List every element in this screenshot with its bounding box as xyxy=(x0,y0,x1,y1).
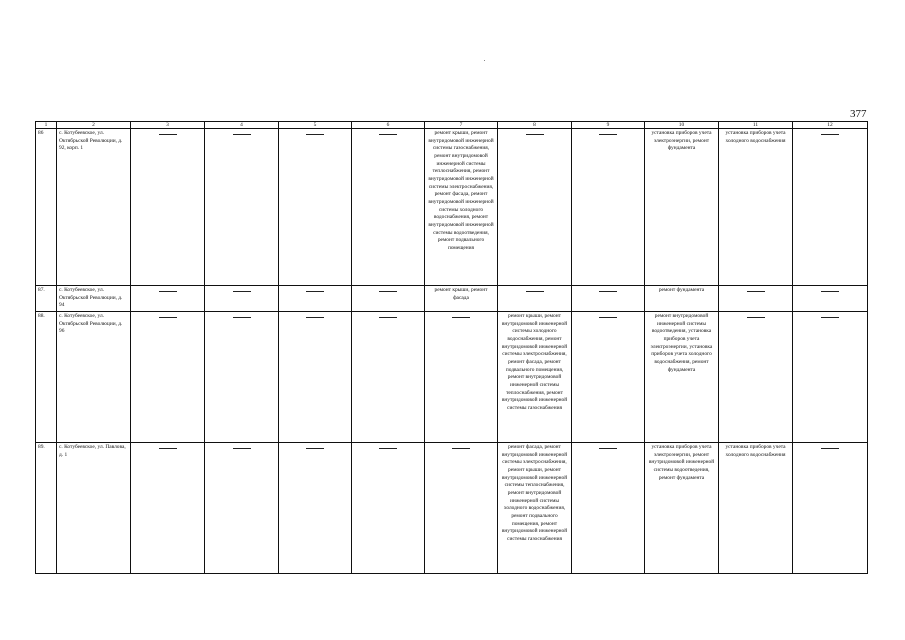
works-cell: ремонт крыши, ремонт фасада xyxy=(425,286,498,312)
works-cell: ремонт фундамента xyxy=(645,286,719,312)
empty-cell xyxy=(719,312,793,443)
empty-cell xyxy=(205,443,279,574)
table-row xyxy=(36,286,868,312)
row-number: 88. xyxy=(36,312,57,443)
empty-cell xyxy=(425,443,498,574)
empty-cell xyxy=(279,312,352,443)
address-cell: с. Котубеевское, ул. Павлова, д. 1 xyxy=(57,443,131,574)
header-col-1: 1 xyxy=(36,122,57,129)
table-row xyxy=(36,312,868,443)
header-col-9: 9 xyxy=(572,122,645,129)
empty-cell xyxy=(352,286,425,312)
row-number: 87. xyxy=(36,286,57,312)
empty-cell xyxy=(572,286,645,312)
empty-cell xyxy=(205,286,279,312)
empty-cell xyxy=(793,312,868,443)
empty-cell xyxy=(352,443,425,574)
page-number: 377 xyxy=(850,108,867,120)
empty-cell xyxy=(425,312,498,443)
empty-cell xyxy=(793,286,868,312)
works-cell: установка приборов учета электроэнергии, ремонт внутридомовой инженерной системы водоотведения, ремонт фундамента xyxy=(645,443,719,574)
empty-cell xyxy=(131,129,205,286)
header-col-2: 2 xyxy=(57,122,131,129)
address-cell: с. Котубеевское, ул. Октябрьской Революции, д. 92, корп. 1 xyxy=(57,129,131,286)
works-cell: ремонт крыши, ремонт внутридомовой инженерной системы газоснабжения, ремонт внутридомовой инженерной системы теплоснабжения, ремонт внутридомовой инженерной системы электроснабжения, ремонт фасада, ремонт внутридомовой инженерной системы холодного водоснабжения, ремонт внутридомовой инженерной системы водоотведения, ремонт подвального помещения xyxy=(425,129,498,286)
header-col-4: 4 xyxy=(205,122,279,129)
works-cell: ремонт крыши, ремонт внутридомовой инженерной системы холодного водоснабжения, ремонт внутридомовой инженерной системы электроснабжения, ремонт фасада, ремонт подвального помещения, ремонт внутридомовой инженерной системы теплоснабжения, ремонт внутридомовой инженерной системы газоснабжения xyxy=(498,312,572,443)
empty-cell xyxy=(205,312,279,443)
empty-cell xyxy=(498,286,572,312)
table-row xyxy=(36,443,868,574)
works-cell: установка приборов учета холодного водоснабжения xyxy=(719,129,793,286)
empty-cell xyxy=(131,312,205,443)
empty-cell xyxy=(719,286,793,312)
header-col-3: 3 xyxy=(131,122,205,129)
empty-cell xyxy=(352,129,425,286)
row-number: 86 xyxy=(36,129,57,286)
header-col-12: 12 xyxy=(793,122,868,129)
empty-cell xyxy=(279,286,352,312)
address-cell: с. Котубеевское, ул. Октябрьской Революции, д. 94 xyxy=(57,286,131,312)
header-col-7: 7 xyxy=(425,122,498,129)
empty-cell xyxy=(279,129,352,286)
empty-cell xyxy=(572,443,645,574)
header-col-6: 6 xyxy=(352,122,425,129)
works-cell: установка приборов учета электроэнергии, ремонт фундамента xyxy=(645,129,719,286)
header-col-11: 11 xyxy=(719,122,793,129)
empty-cell xyxy=(352,312,425,443)
empty-cell xyxy=(498,129,572,286)
empty-cell xyxy=(572,129,645,286)
works-cell: установка приборов учета холодного водоснабжения xyxy=(719,443,793,574)
row-number: 89. xyxy=(36,443,57,574)
table-row xyxy=(36,129,868,286)
header-col-8: 8 xyxy=(498,122,572,129)
address-cell: с. Котубеевское, ул. Октябрьской Революции, д. 96 xyxy=(57,312,131,443)
works-table xyxy=(35,121,868,574)
empty-cell xyxy=(793,129,868,286)
header-row xyxy=(36,122,868,129)
works-cell: ремонт фасада, ремонт внутридомовой инженерной системы электроснабжения, ремонт крыши, ремонт внутридомовой инженерной системы теплоснабжения, ремонт внутридомовой инженерной системы холодного водоснабжения, ремонт подвального помещения, ремонт внутридомовой инженерной системы газоснабжения xyxy=(498,443,572,574)
empty-cell xyxy=(572,312,645,443)
empty-cell xyxy=(131,286,205,312)
empty-cell xyxy=(793,443,868,574)
header-col-5: 5 xyxy=(279,122,352,129)
scan-speck xyxy=(484,60,485,61)
header-col-10: 10 xyxy=(645,122,719,129)
works-cell: ремонт внутридомовой инженерной системы водоотведения, установка приборов учета электроэнергии, установка приборов учета холодного водоснабжения, ремонт фундамента xyxy=(645,312,719,443)
empty-cell xyxy=(205,129,279,286)
empty-cell xyxy=(131,443,205,574)
empty-cell xyxy=(279,443,352,574)
